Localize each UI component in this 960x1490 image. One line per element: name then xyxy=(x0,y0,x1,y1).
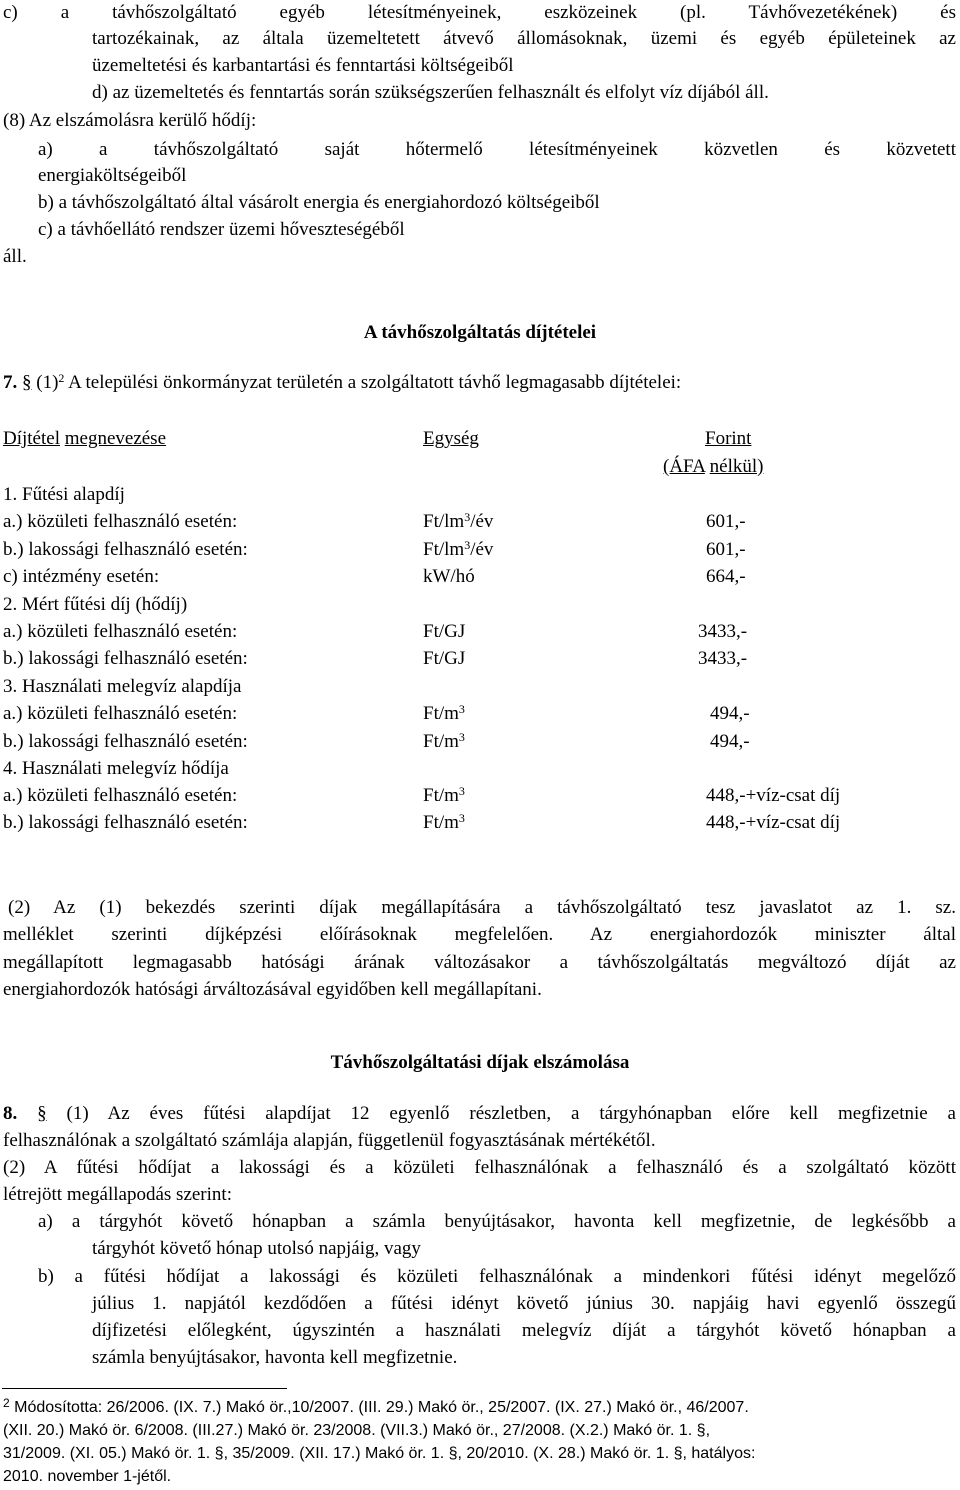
table-row-label: 3. Használati melegvíz alapdíja xyxy=(3,676,242,697)
table-row-value: 664,- xyxy=(706,566,746,587)
text-line: b) a távhőszolgáltató által vásárolt energia és energiahordozó költségeiből xyxy=(38,192,600,213)
text-line: b) a fűtési hődíjat a lakossági és közületi felhasználónak a mindenkori fűtési idényt megelőző xyxy=(38,1266,956,1287)
footnote-line: $^2$ Módosította: 26/2006. (IX. 7.) Makó ör.,10/2007. (III. 29.) Makó ör., 25/2007. (IX. 27.) Makó ör., 46/2007. xyxy=(3,1396,749,1416)
section-sign: § xyxy=(37,1103,47,1124)
table-row-value: 494,- xyxy=(710,731,750,752)
table-row-value: 448,-+víz-csat díj xyxy=(706,812,841,833)
footnote-line: 2010. november 1-jétől. xyxy=(3,1468,172,1485)
table-row-label: a.) közületi felhasználó esetén: xyxy=(3,785,238,806)
table-row-unit: $Ft/lm^3/év$ xyxy=(423,510,494,532)
text-line: a) a tárgyhót követő hónapban a számla benyújtásakor, havonta kell megfizetnie, de legkésőbb a xyxy=(38,1211,956,1232)
table-row-unit: $Ft/m^3$ xyxy=(423,702,465,724)
text-line: üzemeltetési és karbantartási és fenntartási költségeiből xyxy=(92,55,514,76)
table-row-unit: $Ft/m^3$ xyxy=(423,730,465,752)
table-row-unit: kW/hó xyxy=(423,566,475,587)
paragraph-8-line: 8. § (1) Az éves fűtési alapdíjat 12 egyenlő részletben, a tárgyhónapban előre kell megfizetnie a xyxy=(3,1103,956,1124)
table-row-label: 1. Fűtési alapdíj xyxy=(3,484,125,505)
table-row-value: 448,-+víz-csat díj xyxy=(706,785,841,806)
table-header-col1: Díjtétel megnevezése xyxy=(3,428,167,449)
table-header-col2: Egység xyxy=(423,428,479,449)
text-line: megállapított legmagasabb hatósági árának változásakor a távhőszolgáltatás megváltozó díját az xyxy=(3,952,956,973)
table-row-label: a.) közületi felhasználó esetén: xyxy=(3,703,238,724)
paragraph-text: A települési önkormányzat területén a szolgáltatott távhő legmagasabb díjtételei: xyxy=(68,372,682,393)
text-line: díjfizetési előlegként, úgyszintén a használati melegvíz díját a tárgyhót követő hónapban a xyxy=(92,1320,956,1341)
table-row-unit: Ft/GJ xyxy=(423,648,466,669)
table-row-unit: $Ft/m^3$ xyxy=(423,784,465,806)
table-row-label: b.) lakossági felhasználó esetén: xyxy=(3,539,248,560)
table-row-label: 2. Mért fűtési díj (hődíj) xyxy=(3,594,188,615)
table-row-value: 601,- xyxy=(706,511,746,532)
text-line: energiahordozók hatósági árváltozásával egyidőben kell megállapítani. xyxy=(3,979,542,1000)
subsection-number: (1) xyxy=(36,372,59,393)
text-line: c) a távhőellátó rendszer üzemi hőveszteségéből xyxy=(38,219,405,240)
text-line: létrejött megállapodás szerint: xyxy=(3,1184,232,1205)
section-sign: § xyxy=(22,372,32,393)
table-row-unit: $Ft/m^3$ xyxy=(423,811,465,833)
section-title: A távhőszolgáltatás díjtételei xyxy=(363,322,597,343)
table-row-label: a.) közületi felhasználó esetén: xyxy=(3,511,238,532)
table-row-label: a.) közületi felhasználó esetén: xyxy=(3,621,238,642)
text-line: melléklet szerinti díjképzési előírásoknak megfelelően. Az energiahordozók miniszter által xyxy=(3,924,956,945)
table-row-value: 601,- xyxy=(706,539,746,560)
text-line: a) a távhőszolgáltató saját hőtermelő létesítményeinek közvetlen és közvetett xyxy=(38,139,956,160)
table-row-value: 3433,- xyxy=(698,648,748,669)
text-line: felhasználónak a szolgáltató számlája alapján, függetlenül fogyasztásának mértékétől. xyxy=(3,1130,656,1151)
paragraph-7-intro xyxy=(3,372,681,394)
footnote-rule xyxy=(2,1388,287,1389)
table-row-label: b.) lakossági felhasználó esetén: xyxy=(3,648,248,669)
footnote-line: (XII. 20.) Makó ör. 6/2008. (III.27.) Makó ör. 23/2008. (VII.3.) Makó ör., 27/2008. (X.2.) Makó ör. 1. §, xyxy=(3,1422,711,1439)
table-row-label: b.) lakossági felhasználó esetén: xyxy=(3,812,248,833)
table-row-value: 3433,- xyxy=(698,621,748,642)
text-line: energiaköltségeiből xyxy=(38,165,187,186)
text-line: áll. xyxy=(3,246,27,267)
table-row-label: c) intézmény esetén: xyxy=(3,566,160,587)
text-line: (8) Az elszámolásra kerülő hődíj: xyxy=(3,110,257,131)
section-title: Távhőszolgáltatási díjak elszámolása xyxy=(330,1052,630,1073)
table-header-col3-sub: (ÁFA nélkül) xyxy=(663,456,764,477)
table-row-value: 494,- xyxy=(710,703,750,724)
table-row-unit: $Ft/lm^3/év$ xyxy=(423,538,494,560)
paragraph-number: 7. xyxy=(3,372,18,393)
text-line: tartozékainak, az általa üzemeltetett átvevő állomásoknak, üzemi és egyéb épületeinek az xyxy=(92,28,956,49)
table-row-label: b.) lakossági felhasználó esetén: xyxy=(3,731,248,752)
text-line: (2) A fűtési hődíjat a lakossági és a közületi felhasználónak a felhasználó és a szolgáltató között xyxy=(3,1157,956,1178)
table-row-unit: Ft/GJ xyxy=(423,621,466,642)
text-line: számla benyújtásakor, havonta kell megfizetnie. xyxy=(92,1347,458,1368)
footnote-mark: 2 xyxy=(3,1396,10,1410)
text-line: (2) Az (1) bekezdés szerinti díjak megállapítására a távhőszolgáltató tesz javaslatot az 1. sz. xyxy=(8,897,956,918)
footnote-line: 31/2009. (XI. 05.) Makó ör. 1. §, 35/2009. (XII. 17.) Makó ör. 1. §, 20/2010. (X. 28.) Makó ör. 1. §, hatályos: xyxy=(3,1445,756,1462)
table-header-col3: Forint xyxy=(705,428,752,449)
text-line: július 1. napjától kezdődően a fűtési idényt követő június 30. napjáig havi egyenlő összegű xyxy=(92,1293,956,1314)
text-line: tárgyhót követő hónap utolsó napjáig, vagy xyxy=(92,1238,421,1259)
text-line: c) a távhőszolgáltató egyéb létesítményeinek, eszközeinek (pl. Távhővezetékének) és xyxy=(3,2,956,23)
text-line: d) az üzemeltetés és fenntartás során szükségszerűen felhasznált és elfolyt víz díjából áll. xyxy=(92,82,769,103)
table-row-label: 4. Használati melegvíz hődíja xyxy=(3,758,229,779)
footnote-ref[interactable]: 2 xyxy=(58,371,65,385)
